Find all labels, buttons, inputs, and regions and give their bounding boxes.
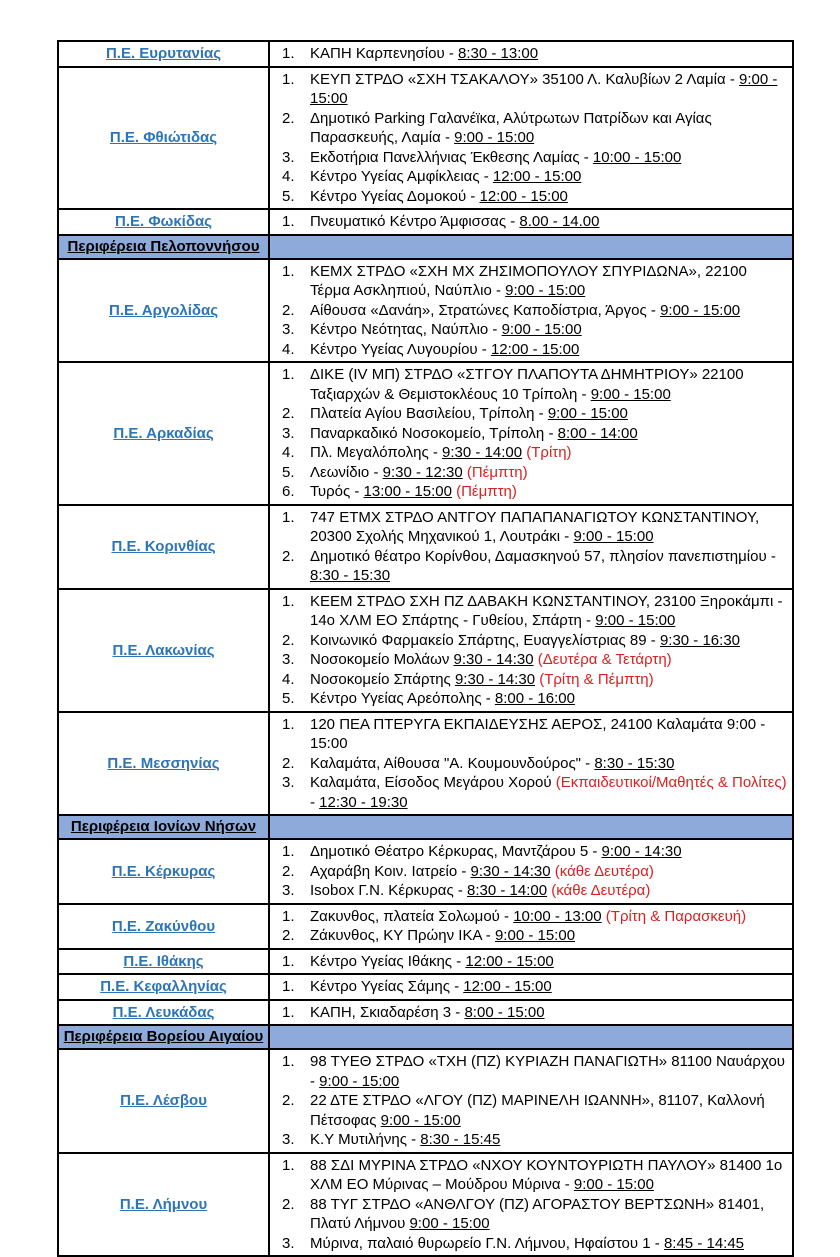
time-range: 8:00 - 16:00 [494,690,575,707]
time-range: 8:45 - 14:45 [663,1234,745,1252]
location-item [280,508,789,547]
region-unit-cell [58,589,269,712]
text-segment: Δημοτικό θέατρο Κορίνθου, Δαμασκηνού 57, πλησίον πανεπιστημίου - [310,547,776,565]
section-title-cell [58,235,269,259]
region-unit-link[interactable]: Π.Ε. Κορινθίας [111,538,216,555]
location-item [280,842,789,862]
time-range: 12:30 - 19:30 [319,793,408,811]
table-row [58,839,793,904]
text-segment: 22 ΔΤΕ ΣΤΡΔΟ «ΛΓΟΥ (ΠΖ) ΜΑΡΙΝΕΛΗ ΙΩΑΝΝΗ», 81107, Καλλονή Πέτσοφας [310,1092,765,1129]
table-row [58,712,793,816]
region-unit-cell [58,949,269,975]
locations-cell [269,362,793,505]
item-number: 1. [282,1053,295,1070]
time-range: 10:00 - 13:00 [513,907,602,925]
text-segment: Κέντρο Υγείας Ιθάκης - [310,952,466,970]
location-list [270,907,792,946]
region-unit-cell [58,209,269,235]
location-item [280,773,789,812]
table-row [58,209,793,235]
text-segment: Πνευματικό Κέντρο Άμφισσας - [310,213,520,230]
day-note: (Τρίτη & Πέμπτη) [539,670,654,688]
item-number: 1. [282,907,295,925]
item-number: 2. [282,927,295,944]
text-segment: ΚΕΕΜ ΣΤΡΔΟ ΣΧΗ ΠΖ ΔΑΒΑΚΗ ΚΩΝΣΤΑΝΤΙΝΟΥ, 23100 Ξηροκάμπι - 14ο ΧΛΜ ΕΟ Σπάρτης - Γυθείου, Σπάρτη - [310,592,783,629]
section-title: Περιφέρεια Ιονίων Νήσων [70,818,257,835]
text-segment: 88 ΣΔΙ ΜΥΡΙΝΑ ΣΤΡΔΟ «ΝΧΟΥ ΚΟΥΝΤΟΥΡΙΩΤΗ ΠΑΥΛΟΥ» 81400 1ο ΧΛΜ ΕΟ Μύρινας – Μούδρου Μύρινα - [310,1156,783,1193]
item-number: 3. [282,321,295,338]
day-note: (κάθε Δευτέρα) [554,862,654,880]
item-number: 2. [282,1092,295,1109]
location-list [270,715,792,813]
time-range: 8:00 - 15:00 [464,1003,545,1021]
text-segment: Καλαμάτα, Είσοδος Μεγάρου Χορού [310,774,556,791]
text-segment: 98 ΤΥΕΘ ΣΤΡΔΟ «ΤΧΗ (ΠΖ) ΚΥΡΙΑΖΗ ΠΑΝΑΓΙΩΤΗ» 81100 Ναυάρχου - [310,1053,785,1090]
time-range: 12:00 - 15:00 [492,168,582,185]
time-range: 9:00 - 15:00 [590,385,671,403]
item-number: 3. [282,1234,295,1252]
location-item [280,70,789,109]
text-segment: Δημοτικό Θέατρο Κέρκυρας, Μαντζάρου 5 - [310,843,602,860]
location-item [280,715,789,754]
locations-cell [269,589,793,712]
location-item [280,977,789,997]
location-item [280,881,789,901]
region-unit-cell [58,67,269,210]
table-row [58,949,793,975]
location-item [280,689,789,709]
location-item [280,44,789,64]
location-item [280,1130,789,1150]
location-list [270,842,792,901]
schedule-table-body [58,41,793,1256]
location-item [280,1003,789,1023]
text-segment: Isobox Γ.Ν. Κέρκυρας - [310,882,468,899]
locations-cell [269,974,793,1000]
text-segment: Μύρινα, παλαιό θυρωρείο Γ.Ν. Λήμνου, Ηφαίστου 1 - [310,1234,664,1252]
region-unit-link[interactable]: Π.Ε. Λακωνίας [112,641,215,659]
item-number: 2. [282,1195,295,1213]
table-row [58,41,793,67]
region-unit-cell [58,1000,269,1026]
time-range: 8:30 - 13:00 [458,45,539,62]
region-unit-cell [58,712,269,816]
table-row [58,589,793,712]
item-number: 1. [282,1003,295,1021]
locations-cell [269,1153,793,1257]
item-number: 5. [282,463,295,481]
location-list [270,212,792,232]
table-row [58,1153,793,1257]
location-item [280,926,789,946]
text-segment: Κέντρο Υγείας Αρεόπολης - [310,690,495,707]
text-segment: Κέντρο Υγείας Αμφίκλειας - [310,168,493,185]
item-number: 1. [282,1156,295,1174]
item-number: 3. [282,651,295,668]
location-item [280,952,789,972]
locations-cell [269,904,793,949]
table-row [58,1000,793,1026]
day-note: (Τρίτη) [526,444,572,461]
item-number: 1. [282,508,295,526]
location-item [280,547,789,586]
time-range: 12:00 - 15:00 [490,340,580,358]
location-item [280,650,789,670]
section-title: Περιφέρεια Βορείου Αιγαίου [63,1028,264,1045]
region-unit-link[interactable]: Π.Ε. Κέρκυρας [111,862,216,880]
time-range: 9:00 - 15:00 [494,927,576,944]
region-unit-link[interactable]: Π.Ε. Μεσσηνίας [107,754,220,772]
location-item [280,670,789,690]
item-number: 2. [282,547,295,565]
item-number: 4. [282,444,295,461]
text-segment: Ζάκυνθος, ΚΥ Πρώην ΙΚΑ - [310,927,495,944]
item-number: 1. [282,843,295,860]
text-segment: Πλ. Μεγαλόπολης - [310,444,443,461]
location-item [280,212,789,232]
region-unit-cell [58,362,269,505]
text-segment: Νοσοκομείο Σπάρτης [310,670,455,688]
region-unit-cell [58,505,269,589]
location-item [280,262,789,301]
section-title-cell [58,815,269,839]
text-segment: ΔΙΚΕ (ΙV ΜΠ) ΣΤΡΔΟ «ΣΤΓΟΥ ΠΛΑΠΟΥΤΑ ΔΗΜΗΤΡΙΟΥ» 22100 Ταξιαρχών & Θεμιστοκλέους 10 Τρίπολη - [310,366,744,403]
text-segment: ΚΕΥΠ ΣΤΡΔΟ «ΣΧΗ ΤΣΑΚΑΛΟΥ» 35100 Λ. Καλυβίων 2 Λαμία - [310,70,740,88]
item-number: 1. [282,592,295,610]
time-range: 9:00 - 15:00 [454,129,535,146]
table-row [58,505,793,589]
location-list [270,262,792,360]
text-segment: Δημοτικό Parking Γαλανέϊκα, Αλύτρωτων Πατρίδων και Αγίας Παρασκευής, Λαμία - [310,109,712,146]
locations-cell [269,1000,793,1026]
item-number: 2. [282,109,295,127]
region-unit-link[interactable]: Π.Ε. Ιθάκης [123,952,204,970]
region-unit-cell [58,41,269,67]
text-segment: ΚΑΠΗ Καρπενησίου - [310,45,459,62]
region-unit-link[interactable]: Π.Ε. Φθιώτιδας [109,129,218,147]
locations-cell [269,1049,793,1153]
time-range: 9:30 - 16:30 [659,631,740,649]
text-segment: 120 ΠΕΑ ΠΤΕΡΥΓΑ ΕΚΠΑΙΔΕΥΣΗΣ ΑΕΡΟΣ, 24100 Καλαμάτα 9:00 - 15:00 [310,715,766,752]
time-range: 13:00 - 15:00 [363,483,452,500]
text-segment: Καλαμάτα, Αίθουσα "Α. Κουμουνδούρος" - [310,754,595,772]
region-unit-link[interactable]: Π.Ε. Κεφαλληνίας [100,978,227,996]
region-unit-cell [58,1153,269,1257]
region-unit-link[interactable]: Π.Ε. Λευκάδας [112,1003,215,1021]
region-unit-link[interactable]: Π.Ε. Ζακύνθου [111,917,216,935]
location-item [280,463,789,483]
item-number: 5. [282,690,295,707]
time-range: 9:30 - 14:00 [442,444,523,461]
location-item [280,443,789,463]
region-unit-link[interactable]: Π.Ε. Λήμνου [119,1195,208,1213]
text-segment: Πλατεία Αγίου Βασιλείου, Τρίπολη - [310,405,548,422]
text-segment: - [310,793,320,811]
item-number: 4. [282,168,295,185]
location-list [270,365,792,502]
location-item [280,148,789,168]
region-unit-link[interactable]: Π.Ε. Αρκαδίας [113,424,214,442]
location-item [280,1234,789,1254]
item-number: 4. [282,670,295,688]
section-row [58,235,793,259]
location-item [280,1156,789,1195]
day-note: (κάθε Δευτέρα) [551,882,651,899]
text-segment: Κέντρο Υγείας Λυγουρίου - [310,340,491,358]
time-range: 9:00 - 15:00 [547,405,628,422]
item-number: 1. [282,978,295,995]
time-range: 10:00 - 15:00 [592,148,682,166]
item-number: 1. [282,952,295,970]
table-row [58,904,793,949]
locations-cell [269,839,793,904]
table-row [58,1049,793,1153]
text-segment: ΚΕΜΧ ΣΤΡΔΟ «ΣΧΗ ΜΧ ΖΗΣΙΜΟΠΟΥΛΟΥ ΣΠΥΡΙΔΩΝΑ», 22100 Τέρμα Ασκληπιού, Ναύπλιο - [310,262,747,299]
item-number: 2. [282,301,295,319]
time-range: 12:00 - 15:00 [479,187,568,205]
locations-cell [269,209,793,235]
day-note: (Πέμπτη) [466,463,528,481]
text-segment: ΚΑΠΗ, Σκιαδαρέση 3 - [310,1003,465,1021]
region-unit-cell [58,974,269,1000]
text-segment: Ζακυνθος, πλατεία Σολωμού - [310,907,514,925]
location-item [280,365,789,404]
region-unit-link[interactable]: Π.Ε. Ευρυτανίας [105,45,222,63]
item-number: 6. [282,483,295,500]
time-range: 8:30 - 15:30 [594,754,675,772]
region-unit-cell [58,259,269,363]
locations-cell [269,41,793,67]
item-number: 1. [282,213,295,230]
text-segment: Αχαράβη Κοιν. Ιατρείο - [310,862,471,880]
time-range: 9:00 - 15:00 [380,1111,461,1129]
region-unit-cell [58,839,269,904]
locations-cell [269,949,793,975]
item-number: 3. [282,148,295,166]
location-item [280,340,789,360]
location-item [280,187,789,207]
time-range: 9:00 - 15:00 [573,1176,654,1193]
location-list [270,977,792,997]
location-list [270,508,792,586]
section-empty-cell [269,1025,793,1049]
item-number: 3. [282,424,295,442]
location-item [280,631,789,651]
location-item [280,1091,789,1130]
text-segment: Κέντρο Υγείας Σάμης - [310,978,464,995]
region-unit-cell [58,1049,269,1153]
time-range: 8:00 - 14:00 [557,424,638,442]
location-item [280,109,789,148]
text-segment: Κέντρο Νεότητας, Ναύπλιο - [310,321,502,338]
text-segment: Νοσοκομείο Μολάων [310,651,454,668]
location-list [270,952,792,972]
item-number: 1. [282,70,295,88]
location-list [270,592,792,709]
time-range: 8:30 - 15:30 [310,567,391,584]
location-item [280,1052,789,1091]
schedule-table [57,40,794,1257]
section-empty-cell [269,815,793,839]
text-segment: Κέντρο Υγείας Δομοκού - [310,187,480,205]
section-row [58,1025,793,1049]
region-unit-link[interactable]: Π.Ε. Φωκίδας [115,213,212,231]
location-item [280,301,789,321]
time-range: 9:00 - 15:00 [505,282,586,299]
text-segment: Λεωνίδιο - [310,463,383,481]
time-range: 9:00 - 15:00 [310,70,778,107]
text-segment: Κ.Υ Μυτιλήνης - [310,1131,421,1148]
table-row [58,362,793,505]
item-number: 3. [282,774,295,791]
region-unit-link[interactable]: Π.Ε. Αργολίδας [108,301,219,319]
table-row [58,974,793,1000]
day-note: (Εκπαιδευτικοί/Μαθητές & Πολίτες) [555,774,787,791]
time-range: 8:30 - 14:00 [467,882,548,899]
location-item [280,167,789,187]
time-range: 9:00 - 15:00 [660,301,741,319]
text-segment: Παναρκαδικό Νοσοκομείο, Τρίπολη - [310,424,558,442]
location-item [280,592,789,631]
table-row [58,259,793,363]
time-range: 9:30 - 12:30 [382,463,463,481]
day-note: (Τρίτη & Παρασκευή) [605,907,747,925]
item-number: 2. [282,405,295,422]
location-item [280,907,789,927]
time-range: 12:00 - 15:00 [465,952,554,970]
location-item [280,404,789,424]
location-item [280,862,789,882]
item-number: 4. [282,340,295,358]
locations-cell [269,505,793,589]
locations-cell [269,712,793,816]
time-range: 9:30 - 14:30 [470,862,551,880]
section-row [58,815,793,839]
time-range: 9:30 - 14:30 [453,651,534,668]
time-range: 9:00 - 14:30 [601,843,682,860]
item-number: 1. [282,715,295,733]
section-title-cell [58,1025,269,1049]
time-range: 9:00 - 15:00 [409,1215,490,1232]
section-empty-cell [269,235,793,259]
item-number: 1. [282,366,295,383]
location-item [280,320,789,340]
time-range: 9:00 - 15:00 [319,1072,400,1090]
location-item [280,754,789,774]
text-segment: Εκδοτήρια Πανελλήνιας Έκθεσης Λαμίας - [310,148,593,166]
text-segment: Αίθουσα «Δανάη», Στρατώνες Καποδίστρια, Άργος - [310,301,661,319]
time-range: 9:00 - 15:00 [595,612,676,629]
region-unit-cell [58,904,269,949]
location-list [270,1052,792,1150]
time-range: 8:30 - 15:45 [420,1131,501,1148]
time-range: 9:30 - 14:30 [454,670,536,688]
item-number: 2. [282,754,295,772]
item-number: 3. [282,882,295,899]
table-row [58,67,793,210]
item-number: 5. [282,187,295,205]
item-number: 2. [282,862,295,880]
item-number: 3. [282,1131,295,1148]
text-segment: 88 ΤΥΓ ΣΤΡΔΟ «ΑΝΘΛΓΟΥ (ΠΖ) ΑΓΟΡΑΣΤΟΥ ΒΕΡΤΣΩΝΗ» 81401, Πλατύ Λήμνου [310,1195,765,1232]
item-number: 1. [282,262,295,280]
locations-cell [269,259,793,363]
time-range: 8.00 - 14.00 [519,213,600,230]
item-number: 2. [282,631,295,649]
location-item [280,482,789,502]
day-note: (Δευτέρα & Τετάρτη) [537,651,672,668]
day-note: (Πέμπτη) [456,483,517,500]
locations-cell [269,67,793,210]
location-list [270,1003,792,1023]
text-segment: Κοινωνικό Φαρμακείο Σπάρτης, Ευαγγελίστριας 89 - [310,631,660,649]
text-segment: 747 ΕΤΜΧ ΣΤΡΔΟ ΑΝΤΓΟΥ ΠΑΠΑΠΑΝΑΓΙΩΤΟΥ ΚΩΝΣΤΑΝΤΙΝΟΥ, 20300 Σχολής Μηχανικού 1, Λουτράκι - [310,508,760,545]
time-range: 12:00 - 15:00 [463,978,552,995]
location-item [280,424,789,444]
section-title: Περιφέρεια Πελοποννήσου [67,237,260,255]
location-list [270,70,792,207]
region-unit-link[interactable]: Π.Ε. Λέσβου [120,1092,207,1110]
time-range: 9:00 - 15:00 [501,321,582,338]
location-item [280,1195,789,1234]
location-list [270,44,792,64]
location-list [270,1156,792,1254]
text-segment: Τυρός - [310,483,364,500]
item-number: 1. [282,45,295,62]
time-range: 9:00 - 15:00 [573,528,654,545]
